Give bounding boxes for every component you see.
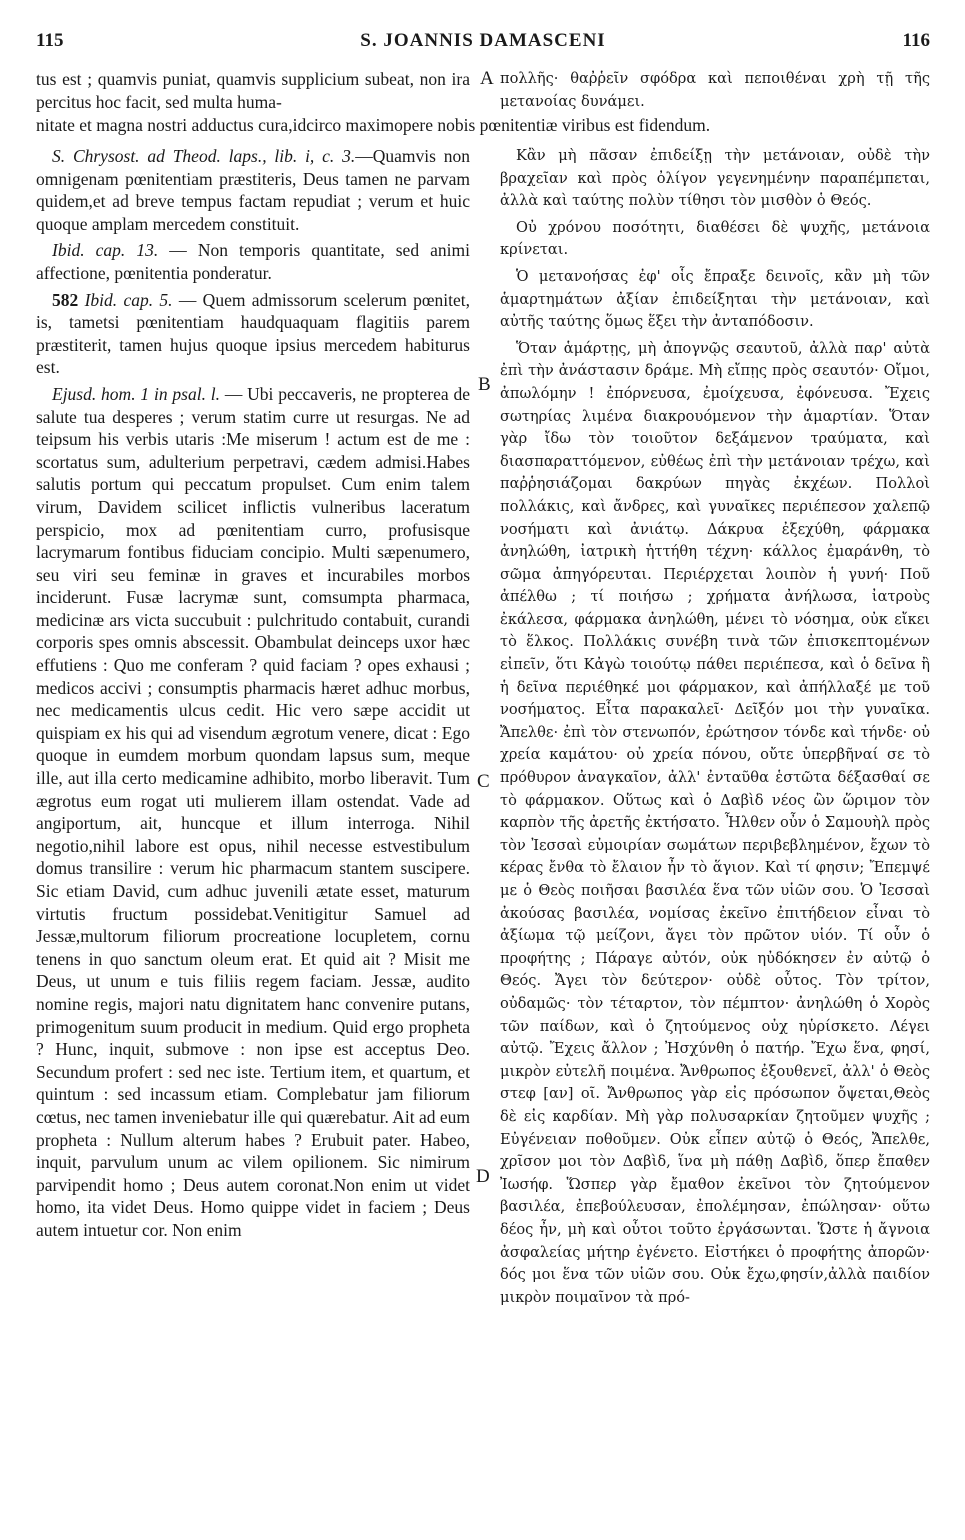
latin-fragment-text: tus est ; quamvis puniat, quamvis supplicium subeat, non ira percitus hoc facit, sed multa huma- [36, 69, 470, 112]
greek-column [500, 145, 930, 1505]
full-width-text: nitate et magna nostri adductus cura,idcirco maximopere nobis pœnitentiæ viribus est fidendum. [36, 115, 711, 135]
running-title: S. JOANNIS DAMASCENI [360, 30, 606, 51]
top-greek-fragment [500, 68, 930, 114]
latin-paragraph-3: 582 Ibid. cap. 5. — Quem admissorum scelerum pœnitet, is, tametsi pœnitentiam haudquaquam flagitiis parem præstiterit, tamen hujus quoque ipsius mercedem habiturus est. [36, 289, 470, 378]
margin-marker-c: C [477, 771, 490, 792]
latin-paragraph-2: Ibid. cap. 13. — Non temporis quantitate, sed animi affectione, pœnitentia ponderatur. [36, 240, 470, 283]
margin-marker-d: D [476, 1166, 490, 1187]
right-page-number: 116 [902, 30, 930, 51]
full-width-line [36, 114, 930, 137]
margin-marker-b: B [478, 374, 491, 395]
greek-paragraph-4: Ὅταν ἁμάρτῃς, μὴ ἀπογνῷς σεαυτοῦ, ἀλλὰ παρ' αὐτὰ ἐπὶ τὴν ἀνάστασιν δράμε. Μὴ εἴπῃς πρὸς σεαυτόν· Οἴμοι, ἀπωλόμην ! ἐπόρνευσα, ἐμοίχευσα, ἐφόνευσα. Ἔχεις σωτηρίας λιμένα διακρουόμενον τὴν ἁμαρτίαν. Ὅταν γὰρ ἴδω τὸν τοιοῦτον δεξάμενον τραύματα, καὶ διασπαραττόμενον, εὐθέως ἐπὶ τὴν μετάνοιαν τρέχω, καὶ παῤῥησιάζομαι δακρύων πηγὰς ἐκχέων. Πολλοὶ πολλάκις, καὶ ἄνδρες, καὶ γυναῖκες περιέπεσον χαλεπῷ νοσήματι καὶ ἀνιάτῳ. Δάκρυα ἐξεχύθη, φάρμακα ἀνηλώθη, ἰατρικὴ ἡττήθη τέχνη· κάλλος ἐμαράνθη, τὸ σῶμα ἀπηγόρευται. Περιέρχεται λοιπὸν ἡ γυνή· Ποῦ ἀπέλθω ; τί ποιήσω ; χρήματα ἀνήλωσα, ἰατροὺς ἐκάλεσα, φάρμακα ἀνηλώθη, μένει τὸ νόσημα, οὐκ εἴκει τὸ ἕλκος. Πολλάκις συνέβη τινὰ τῶν ἐπισκεπτομένων εἰπεῖν, ὅτι Κἀγὼ τοιούτῳ πάθει περιέπεσα, καὶ ὁ δεῖνα ἢ ἡ δεῖνα περιέθηκέ μοι φάρμακον, καὶ ἀπήλλαξέ με τοῦ νοσήματος. Εἶτα παρακαλεῖ· Δεῖξόν μοι τὴν γυναῖκα. Ἄπελθε· ἐπὶ τὸν στενωπόν, ἐρώτησον τόνδε καὶ τήνδε· οὐ χρεία καμάτου· οὐ χρεία πόνου, οὔτε ὑπερβῆναί σε τὸ πρόθυρον ἀναγκαῖον, ἀλλ' ἐνταῦθα ἑστῶτα δέξασθαί σε τὸ φάρμακον. Οὕτως καὶ ὁ Δαβὶδ νέος ὢν ὥριμον τὸν καρπὸν τῆς ἀρετῆς ἐκτήσατο. Ἦλθεν οὖν ὁ Σαμουὴλ πρὸς τὸν Ἰεσσαὶ εὐμοιρίαν σωμάτων περιβεβλημένον, ἔχων τὸ κέρας ἔνθα τὸ ἔλαιον ἦν τὸ ἅγιον. Καὶ τί φησιν; Ἔπεμψέ με ὁ Θεὸς ποιῆσαι βασιλέα ἕνα τῶν υἱῶν σου. Ὁ Ἰεσσαὶ ἀκούσας βασιλέα, νομίσας ἐκεῖνο ἐπιτήδειον εἶναι τὸ ἀξίωμα τῷ μείζονι, ἄγει τὸν πρῶτον υἱόν. Τί οὖν ὁ προφήτης ; Πάραγε αὐτόν, οὐκ ηὐδόκησεν ἐν αὐτῷ ὁ Θεός. Ἄγει τὸν δεύτερον· οὐδὲ οὗτος. Τὸν τρίτον, οὐδαμῶς· τὸν τέταρτον, τὸν πέμπτον· ἀνηλώθη ὁ Χορὸς τῶν παίδων, καὶ ὁ ζητούμενος οὐχ ηὑρίσκετο. Λέγει αὐτῷ. Ἔχεις ἄλλον ; Ἠσχύνθη ὁ πατήρ. Ἔχω ἕνα, φησί, μικρὸν εὐτελῆ ποιμένα. Ἄνθρωπος ἐξουθενεῖ, ἀλλ' ὁ Θεὸς στεφ [αν] οῖ. Ἄνθρωπος γὰρ εἰς πρόσωπον ὄψεται,Θεὸς δὲ εἰς καρδίαν. Μὴ γὰρ πολυσαρκίαν ζητοῦμεν ψυχῆς ; Εὐγένειαν ποθοῦμεν. Οὐκ εἶπεν αὐτῷ ὁ Θεός, Ἄπελθε, χρῖσον μοι τὸν Δαβὶδ, ἵνα μὴ πάθῃ Δαβὶδ, ὅπερ ἔπαθεν Ἰωσήφ. Ὥσπερ γὰρ ἔμαθον ἐκεῖνοι τὸν ζητούμενον βασιλέα, ἐπεβούλευσαν, ἐπολέμησαν, ἐπώλησαν· οὕτω δέος ἦν, μὴ καὶ οὗτοι τοῦτο ἐργάσωνται. Ὥστε ἡ ἄγνοια ἀσφαλείας μήτηρ ἐγένετο. Εἰστήκει ὁ προφήτης ἀπορῶν· δός μοι ἕνα τῶν υἱῶν σου. Οὐκ ἔχω,φησίν,ἀλλὰ παιδίον μικρὸν ποιμαῖνον τὰ πρό- [500, 339, 930, 1306]
greek-paragraph-1: Κἂν μὴ πᾶσαν ἐπιδείξῃ τὴν μετάνοιαν, οὐδὲ τὴν βραχεῖαν καὶ πρὸς ὀλίγον γεγενημένην παραπέμπεται, ἀλλὰ καὶ ταύτης πολὺν τίθησι τὸν μισθὸν ὁ Θεός. [500, 147, 930, 210]
greek-fragment-text: πολλῆς· θαῤῥεῖν σφόδρα καὶ πεποιθέναι χρὴ τῇ τῆς μετανοίας δυνάμει. [500, 70, 930, 110]
latin-column [36, 145, 470, 1505]
left-page-number: 115 [36, 30, 64, 51]
latin-paragraph-4: Ejusd. hom. 1 in psal. l. — Ubi peccaveris, ne propterea de salute tua desperes ; verum statim curre ut resurgas. Ne ad teipsum his verbis utaris :Me miserum ! actum est de me : scortatus sum, adulterium perpetravi, cædem admisi.Habes salutis portum qui peccatum propulset. Cum enim talem virum, Davidem scilicet inflictis vulneribus laceratum perspicio, mox ad pœnitentiam curro, profusisque lacrymarum fontibus fiduciam concipio. Multi sæpenumero, seu viri seu feminæ in graves et incurabiles morbos inciderunt. Fusæ lacrymæ sunt, comsumpta pharmaca, medicinæ ars victa succubuit : pulchritudo contabuit, curandi corporis spes omnis abscessit. Obambulat deinceps uxor hæc effutiens : Quo me conferam ? quid faciam ? opes exhausi ; medicos accivi ; consumptis pharmacis hæret adhuc morbus, nec medicamentis ulcus cedit. Hic vero sæpe accidit ut quispiam ex his qui ad visendum ægrotum venere, dicat : Ego quoque in eumdem morbum quondam lapsus sum, meque ille, aut illa certo medicamine adhibito, morbo liberavit. Tum ægrotus eum rogat uti mulierem illam ostendat. Vade ad angiportum, ait, huncque et illum interroga. Nihil negotio,nihil labore est opus, nihil necesse estvestibulum domus transilire : verum hic pharmacum stantem suscipere. Sic etiam David, cum adhuc juvenili ætate esset, maturum virtutis fructum possidebat.Venitigitur Samuel ad Jessæ,multorum filiorum procreatione locupletem, cornu tenens in quo sanctum oleum erat. Et quid ait ? Misit me Deus, ut unum e tuis filiis regem faciam. Jessæ, audito nomine regis, majori natu dignitatem hanc convenire putans, primogenitum suum producit in medium. Quid ergo propheta ? Hunc, inquit, submove : non ipse est acceptus Deo. Secundum profert : sed nec iste. Tertium item, et quartum, et quintum : sed incassum etiam. Complebatur jam filiorum cœtus, nec tamen inveniebatur ille qui quærebatur. Ait ad eum propheta : Nullum alterum habes ? Erubuit pater. Habeo, inquit, parvulum unum ac vilem opilionem. Sic nimirum parvipendit homo ; Deus autem coronat.Non enim ut videt homo, ita videt Deus. Homo quippe videt in faciem ; Deus autem intuetur cor. Non enim [36, 383, 470, 1240]
greek-paragraph-3: Ὁ μετανοήσας ἐφ' οἷς ἔπραξε δεινοῖς, κἂν μὴ τῶν ἁμαρτημάτων ἀξίαν ἐπιδείξηται τὴν μετάνοιαν, καὶ αὐτῆς ταύτης ὅμως ἕξει τὴν ἀνταπόδοσιν. [500, 267, 930, 331]
greek-paragraph-2: Οὐ χρόνου ποσότητι, διαθέσει δὲ ψυχῆς, μετάνοια κρίνεται. [500, 218, 930, 259]
running-header [36, 30, 930, 58]
latin-paragraph-1: S. Chrysost. ad Theod. laps., lib. i, c. 3.—Quamvis non omnigenam pœnitentiam præstiteris, Deus tamen ne parvam quidem,et ad breve tempus factam repudiat ; verum et huic quoque amplam mercedem constituit. [36, 146, 470, 234]
section-number: 582 [52, 289, 79, 310]
citation: Ibid. cap. 13. [52, 240, 159, 261]
citation: Ejusd. hom. 1 in psal. l. [52, 383, 220, 404]
citation: S. Chrysost. ad Theod. laps., lib. i, c. 3. [52, 146, 356, 166]
top-latin-fragment [36, 68, 470, 114]
margin-marker-a: A [480, 68, 494, 89]
citation: Ibid. cap. 5. [78, 289, 173, 310]
